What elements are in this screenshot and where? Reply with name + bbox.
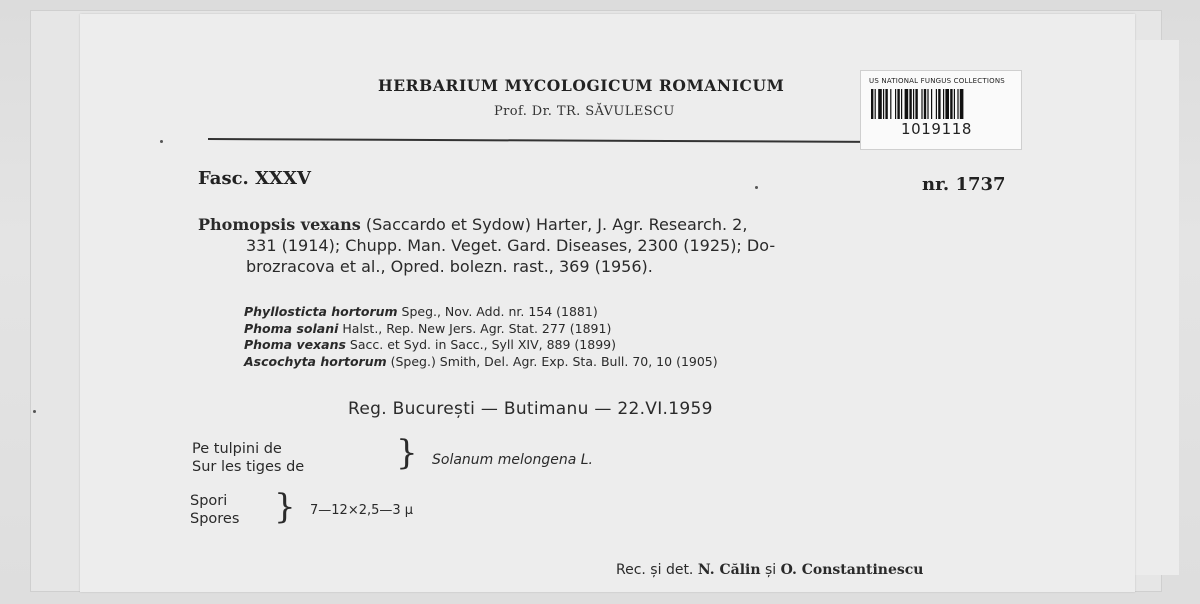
synonym-item <box>244 354 718 371</box>
species-author: (Saccardo et Sydow) Harter, J. Agr. Research. 2, <box>360 215 748 234</box>
barcode-bar <box>905 89 909 119</box>
barcode-bar <box>909 89 911 119</box>
barcode-bar <box>871 89 873 119</box>
synonym-item <box>244 321 718 338</box>
barcode-bar <box>945 89 949 119</box>
barcode-icon <box>871 89 1011 119</box>
barcode-number: 1019118 <box>901 120 973 138</box>
synonym-name: Phoma solani <box>244 320 339 336</box>
species-citation <box>198 214 1028 277</box>
spore-brace: } <box>274 487 296 527</box>
barcode-bar <box>913 89 914 119</box>
synonym-list <box>244 304 718 370</box>
synonym-ref: Halst., Rep. New Jers. Agr. Stat. 277 (1891) <box>338 320 612 336</box>
host-labels <box>192 440 304 476</box>
collector-joiner: și <box>760 562 781 578</box>
barcode-bar <box>950 89 952 119</box>
host-brace: } <box>396 433 418 473</box>
synonym-ref: (Speg.) Smith, Del. Agr. Exp. Sta. Bull. 70, 10 (1905) <box>386 353 718 369</box>
barcode-sticker <box>860 70 1022 150</box>
species-line-3: brozracova et al., Opred. bolezn. rast., 369 (1956). <box>246 257 653 276</box>
species-name: Phomopsis vexans <box>198 215 361 234</box>
synonym-name: Phyllosticta hortorum <box>244 304 398 319</box>
barcode-bar <box>875 89 876 119</box>
barcode-bar <box>954 89 955 119</box>
collector-name-1: N. Călin <box>697 562 761 578</box>
barcode-bar <box>957 89 958 119</box>
collector-name-2: O. Constantinescu <box>780 562 924 578</box>
barcode-bar <box>924 89 926 119</box>
envelope-flap <box>1132 40 1179 575</box>
barcode-bar <box>897 89 899 119</box>
collector-prefix: Rec. și det. <box>616 562 698 578</box>
barcode-bar <box>921 89 922 119</box>
barcode-heading: US NATIONAL FUNGUS COLLECTIONS <box>869 77 1005 85</box>
synonym-name: Phoma vexans <box>244 337 346 352</box>
barcode-bar <box>883 89 884 119</box>
barcode-bar <box>901 89 902 119</box>
species-line-1 <box>198 214 1028 235</box>
barcode-bar <box>943 89 944 119</box>
barcode-bar <box>885 89 887 119</box>
synonym-name: Ascochyta hortorum <box>244 353 387 369</box>
synonym-item <box>244 337 718 354</box>
spore-value: 7—12×2,5—3 μ <box>310 503 414 518</box>
herbarium-title: HERBARIUM MYCOLOGICUM ROMANICUM <box>378 76 785 95</box>
collection-locality: Reg. București — Butimanu — 22.VI.1959 <box>348 399 713 419</box>
host-label-fr: Sur les tiges de <box>192 459 305 475</box>
paper-speck <box>160 140 163 143</box>
collector-line <box>616 562 923 578</box>
barcode-bar <box>895 89 896 119</box>
spore-labels <box>190 492 239 528</box>
barcode-bar <box>890 89 891 119</box>
specimen-number: nr. 1737 <box>922 174 1006 195</box>
synonym-ref: Speg., Nov. Add. nr. 154 (1881) <box>397 304 598 319</box>
host-label-ro: Pe tulpini de <box>192 441 282 457</box>
barcode-bar <box>938 89 940 119</box>
fascicle-label: Fasc. XXXV <box>198 168 311 189</box>
barcode-bar <box>960 89 964 119</box>
barcode-bar <box>931 89 932 119</box>
species-line-2: 331 (1914); Chupp. Man. Veget. Gard. Diseases, 2300 (1925); Do- <box>246 236 776 255</box>
synonym-item <box>244 304 718 321</box>
barcode-bar <box>915 89 917 119</box>
spore-label-fr: Spores <box>190 511 240 527</box>
synonym-ref: Sacc. et Syd. in Sacc., Syll XIV, 889 (1899) <box>345 337 616 352</box>
paper-speck <box>755 186 758 189</box>
barcode-bar <box>878 89 882 119</box>
host-value: Solanum melongena L. <box>432 452 593 468</box>
paper-speck <box>33 410 36 413</box>
herbarium-director: Prof. Dr. TR. SĂVULESCU <box>494 104 675 119</box>
barcode-bar <box>927 89 928 119</box>
barcode-bar <box>936 89 937 119</box>
spore-label-ro: Spori <box>190 493 228 509</box>
